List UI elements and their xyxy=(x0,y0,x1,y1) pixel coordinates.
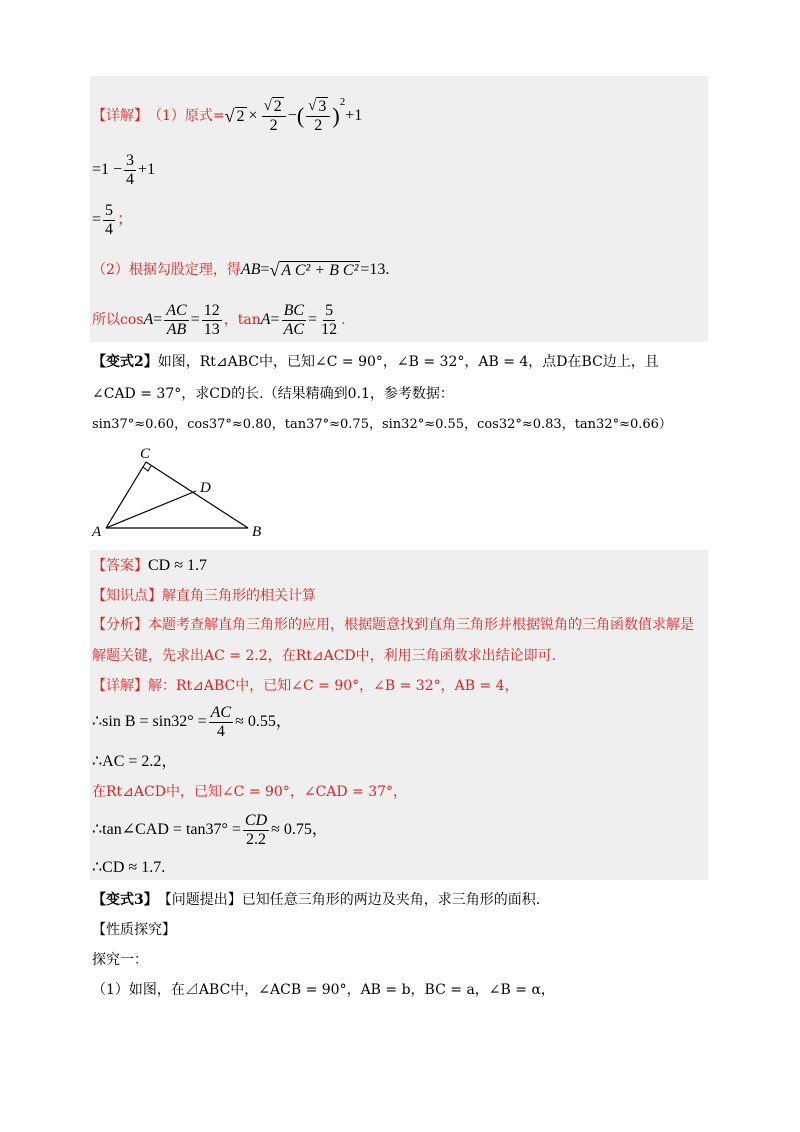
sqrt-2: √ 2 xyxy=(224,105,245,126)
variant3-line4: （1）如图，在⊿ABC中，∠ACB = 90°，AB = b，BC = a，∠B = α， xyxy=(92,982,555,998)
variant3-line1: 【变式3】 【问题提出】已知任意三角形的两边及夹角，求三角形的面积. xyxy=(92,892,541,908)
knowledge-point-line: 【知识点】 解直角三角形的相关计算 xyxy=(92,588,316,604)
variant2-tag: 【变式2】 xyxy=(92,354,158,370)
analysis-line1: 【分析】 本题考查解直角三角形的应用，根据题意找到直角三角形并根据锐角的三角函数值求解是 xyxy=(92,617,694,633)
detail2-line1: 【详解】 解：Rt⊿ABC中，已知∠C = 90°，∠B = 32°，AB = 4， xyxy=(92,678,519,694)
analysis-tag: 【分析】 xyxy=(92,617,148,633)
variant3-tag: 【变式3】 xyxy=(92,892,158,908)
answer-line: 【答案】 CD ≈ 1.7 xyxy=(92,557,208,574)
right-angle-mark xyxy=(143,466,151,471)
variant3-line3: 探究一： xyxy=(92,952,148,968)
detail1-line4: （2）根据勾股定理，得 AB = √ A C² + B C² =13. xyxy=(92,259,390,280)
detail1-line2: =1 − $\frac{3}{4}$ +1 xyxy=(92,151,156,188)
fraction: $\frac{3}{4}$ xyxy=(126,151,135,188)
detail1-line5: 所以cos A = $\frac{AC}{AB}$ = $\frac{12}{13}$ ，tan A = $\frac{BC}{AC}$ = $\frac{5}{12}$ . xyxy=(92,301,346,338)
fraction: $\frac{5}{4}$ xyxy=(105,201,114,238)
detail1-line1: 【详解】 （1）原式= √ 2 × √ 2 2 − ( √ 3 2 ) 2 +1 xyxy=(92,96,363,134)
fraction: $\frac{12}{13}$ xyxy=(203,301,220,338)
variant2-line1: 【变式2】 如图，Rt⊿ABC中，已知∠C = 90°，∠B = 32°，AB = 4，点D在BC边上，且 xyxy=(92,354,659,370)
detail2-line3: ∴AC = 2.2， xyxy=(92,753,178,770)
side-cb xyxy=(146,462,248,528)
detail-tag: 【详解】 xyxy=(92,108,148,124)
segment-ad xyxy=(106,491,196,528)
fraction: √ 2 2 xyxy=(262,97,286,135)
fraction: $\frac{CD}{2.2}$ xyxy=(244,811,268,848)
detail2-line2: ∴sin B = sin32° = $\frac{AC}{4}$ ≈ 0.55， xyxy=(92,703,292,740)
triangle-figure xyxy=(88,444,288,544)
fraction: $\frac{AC}{4}$ xyxy=(210,703,232,740)
detail1-line3: = $\frac{5}{4}$ ； xyxy=(92,201,134,238)
knowledge-tag: 【知识点】 xyxy=(92,588,162,604)
fraction: $\frac{5}{12}$ xyxy=(321,301,338,338)
side-ac xyxy=(106,462,146,528)
variant2-line2: ∠CAD = 37°，求CD的长.（结果精确到0.1，参考数据： xyxy=(92,386,454,402)
fraction: $\frac{BC}{AC}$ xyxy=(283,301,305,338)
sqrt: √ A C² + B C² xyxy=(269,259,359,280)
label-c: C xyxy=(140,446,151,462)
detail2-tag: 【详解】 xyxy=(92,678,148,694)
detail2-line5: ∴tan∠CAD = tan37° = $\frac{CD}{2.2}$ ≈ 0.75， xyxy=(92,811,328,848)
detail2-line4: 在Rt⊿ACD中，已知∠C = 90°，∠CAD = 37°， xyxy=(92,784,408,800)
answer-tag: 【答案】 xyxy=(92,558,148,574)
label-b: B xyxy=(252,524,262,540)
fraction: $\frac{AC}{AB}$ xyxy=(166,301,187,338)
variant2-line3: sin37°≈0.60，cos37°≈0.80，tan37°≈0.75，sin32°≈0.55，cos32°≈0.83，tan32°≈0.66） xyxy=(92,417,672,432)
fraction: √ 3 2 xyxy=(306,97,330,135)
detail2-line6: ∴CD ≈ 1.7. xyxy=(92,859,166,876)
label-a: A xyxy=(92,524,102,540)
analysis-line2: 解题关键，先求出AC = 2.2，在Rt⊿ACD中，利用三角函数求出结论即可. xyxy=(92,648,557,664)
variant3-line2: 【性质探究】 xyxy=(92,922,176,938)
label-d: D xyxy=(200,480,211,496)
